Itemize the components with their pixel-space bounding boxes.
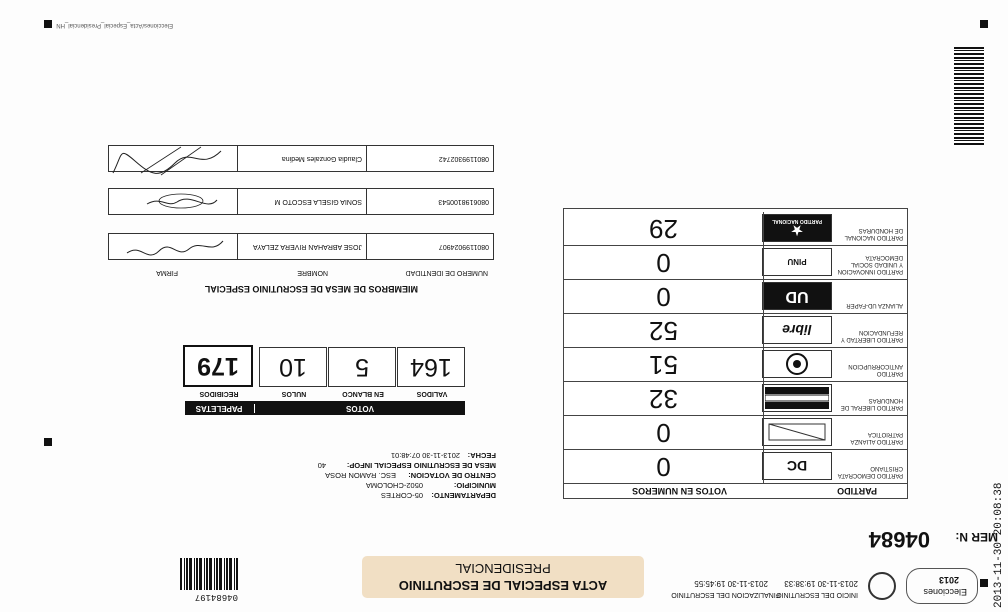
title-line1: ACTA ESPECIAL DE ESCRUTINIO	[398, 578, 608, 593]
title-block	[362, 556, 644, 598]
end-value: 2013-11-30 19:45:55	[694, 579, 768, 588]
recibidos-box: 179	[183, 345, 253, 387]
party-row-liberal: PARTIDO LIBERAL DE HONDURAS 32	[564, 381, 907, 416]
registration-mark	[44, 20, 52, 28]
member-signature	[111, 141, 231, 181]
mer-label: MER N:	[955, 530, 998, 544]
party-row-pap: PARTIDO ALIANZA PATRIOTICA 0	[564, 415, 907, 450]
table-label: MESA DE ESCRUTINIO ESPECIAL INFOP:	[346, 461, 496, 470]
table-value: 40	[317, 461, 326, 470]
pac-seal-icon	[784, 352, 810, 376]
votes-liberal: 32	[564, 382, 764, 416]
party-row-ud: ALIANZA UD-FAPER UD 0	[564, 279, 907, 314]
col-id-header: NUMERO DE IDENTIDAD	[405, 269, 488, 276]
validos-label: VALIDOS	[416, 390, 448, 397]
votes-libre: 52	[564, 314, 764, 348]
tse-globe-icon	[868, 572, 896, 600]
member-name: Claudia Gonzales Medina	[237, 146, 366, 171]
member-row	[108, 233, 494, 260]
liberal-logo	[762, 384, 832, 412]
party-row-pinu: PARTIDO INNOVACION Y UNIDAD SOCIAL DEMOCRATA PINU 0	[564, 245, 907, 280]
party-votes-table	[563, 208, 908, 499]
party-row-pac: PARTIDO ANTICORRUPCION 51	[564, 347, 907, 382]
member-id: 0801199024907	[366, 234, 493, 259]
member-id: 0801199302742	[366, 146, 493, 171]
blanco-box: 5	[328, 347, 396, 387]
dept-value: 05-CORTES	[381, 491, 423, 500]
ud-logo: UD	[762, 282, 832, 310]
liberal-flag-icon	[765, 387, 829, 409]
pinu-logo: PINU	[762, 248, 832, 276]
barcode	[180, 558, 238, 590]
member-name: JOSE ABRAHAN RIVERA ZELAYA	[237, 234, 366, 259]
col-sign-header: FIRMA	[156, 269, 178, 276]
papeletas-header: PAPELETAS	[184, 404, 255, 413]
form-code: Elecciones/Acta_Especial_Presidencial_HN	[56, 22, 173, 28]
election-logo: Elecciones 2013	[906, 568, 978, 604]
dc-logo: DC	[762, 452, 832, 480]
member-row	[108, 188, 494, 215]
registration-mark	[980, 20, 988, 28]
votes-pap: 0	[564, 416, 764, 450]
mer-number: 04684	[868, 527, 930, 552]
dept-label: DEPARTAMENTO:	[431, 491, 496, 500]
center-value: ESC. RAMON ROSA	[325, 471, 396, 480]
end-label: FINALIZACION DEL ESCRUTINIO	[671, 591, 780, 598]
validos-box: 164	[397, 347, 465, 387]
date-label: FECHA:	[467, 451, 496, 460]
center-label: CENTRO DE VOTACION:	[408, 471, 496, 480]
pap-logo	[762, 418, 832, 446]
votes-nacional: 29	[564, 212, 764, 246]
nulos-box: 10	[259, 347, 327, 387]
votos-header: VOTOS	[346, 404, 374, 413]
muni-value: 0502-CHOLOMA	[365, 481, 423, 490]
member-row	[108, 145, 494, 172]
pac-logo	[762, 350, 832, 378]
blanco-label: EN BLANCO	[342, 390, 384, 397]
title-line2: PRESIDENCIAL	[455, 561, 551, 576]
member-name: SONIA GISELA ESCOTO M	[237, 189, 366, 214]
date-value: 2013-11-30 07:48:01	[390, 451, 460, 460]
votes-dc: 0	[564, 450, 764, 484]
vertical-barcode	[954, 47, 984, 147]
members-title: MIEMBROS DE MESA DE ESCRUTINIO ESPECIAL	[204, 284, 418, 294]
barcode-number: 04684197	[194, 592, 238, 602]
nulos-label: NULOS	[281, 390, 307, 397]
start-value: 2013-11-30 19:38:33	[784, 579, 858, 588]
scan-timestamp: 2013-11-30 20:08:38	[993, 482, 1005, 608]
registration-mark	[44, 438, 52, 446]
member-signature	[121, 189, 231, 214]
nacional-logo: ★ PARTIDO NACIONAL	[762, 214, 832, 242]
party-row-nacional: PARTIDO NACIONAL DE HONDURAS ★ PARTIDO NACIONAL 29	[564, 212, 907, 246]
pap-flag-icon	[767, 422, 827, 442]
party-row-libre: PARTIDO LIBERTAD Y REFUNDACION libre 52	[564, 313, 907, 348]
recibidos-label: RECIBIDOS	[199, 390, 239, 397]
party-table-header: PARTIDO VOTOS EN NUMEROS	[564, 483, 907, 498]
votes-pinu: 0	[564, 246, 764, 280]
muni-label: MUNICIPIO:	[453, 481, 496, 490]
libre-logo: libre	[762, 316, 832, 344]
votes-ud: 0	[564, 280, 764, 314]
tally-header	[185, 401, 465, 415]
party-row-dc: PARTIDO DEMOCRATA CRISTIANO DC 0	[564, 449, 907, 484]
member-signature	[121, 234, 231, 259]
tse-logo	[864, 570, 904, 604]
col-name-header: NOMBRE	[297, 269, 328, 276]
star-icon: ★	[791, 223, 803, 239]
start-label: INICIO DEL ESCRUTINIO	[776, 591, 858, 598]
registration-mark	[980, 579, 988, 587]
votes-pac: 51	[564, 348, 764, 382]
member-id: 0806198100543	[366, 189, 493, 214]
